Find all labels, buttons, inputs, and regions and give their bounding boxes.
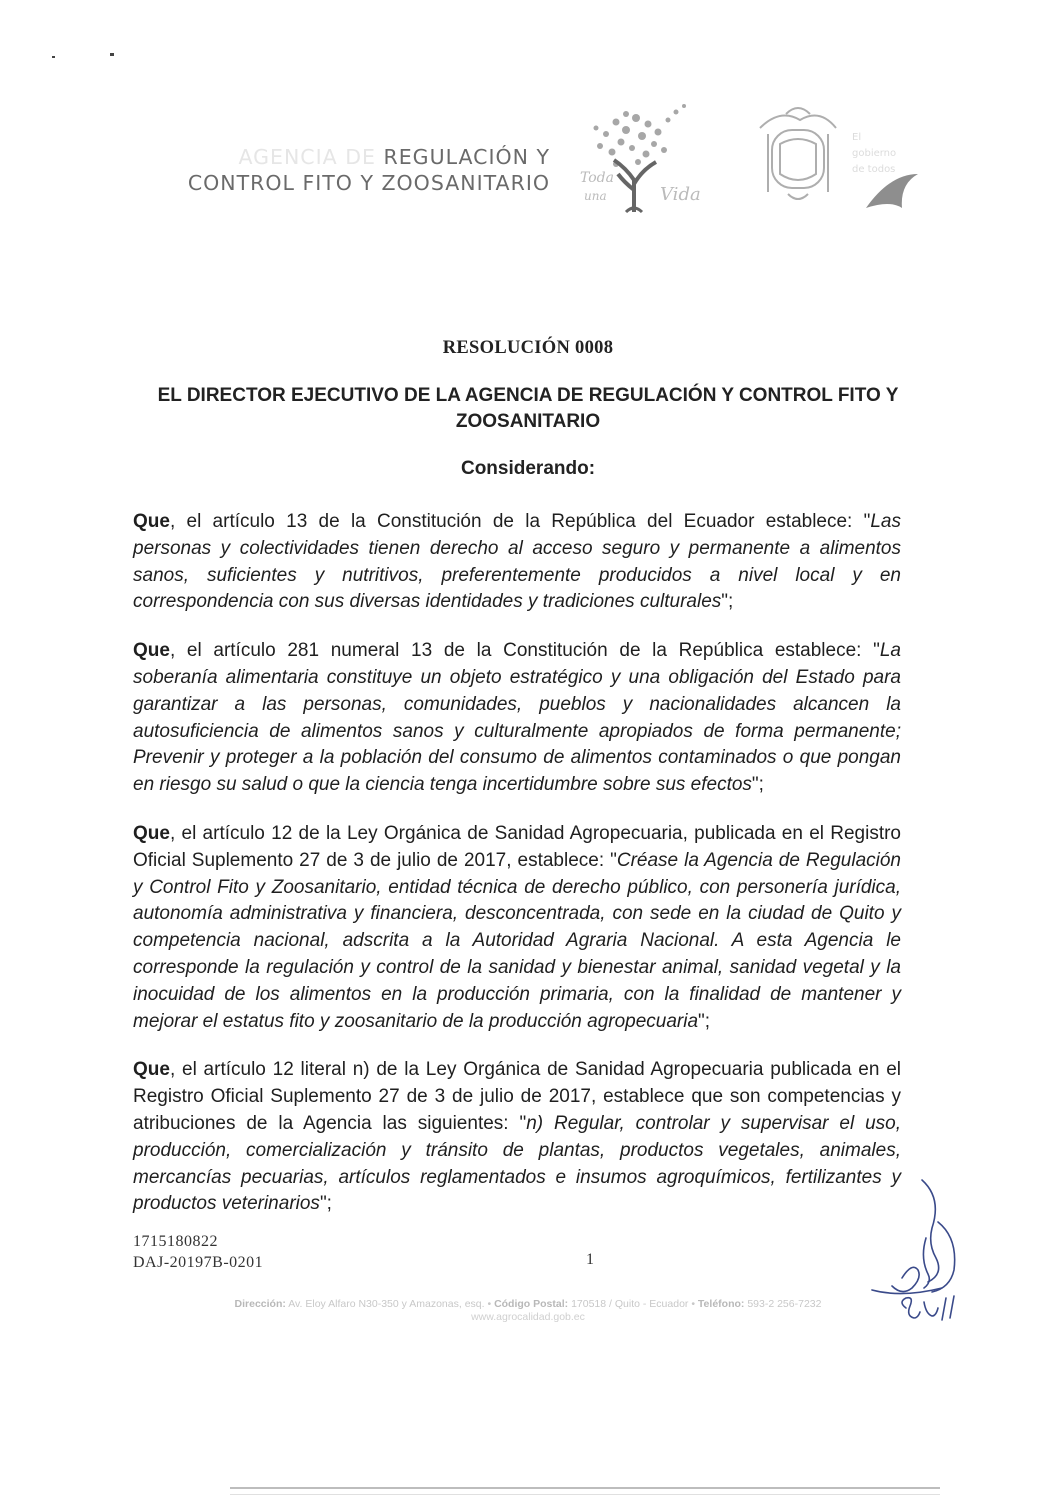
svg-text:una: una [584, 189, 607, 203]
svg-text:El: El [852, 132, 862, 143]
resolution-title: RESOLUCIÓN 0008 [442, 338, 614, 358]
document-body [133, 509, 901, 1240]
considering-paragraph: Que, el artículo 12 literal n) de la Ley Orgánica de Sanidad Agropecuaria publicada en el Registro Oficial Suplemento 27 de 3 de julio de 2017, establece que son competencias y atribuciones de la Agencia las siguientes: "n) Regular, controlar y supervisar el uso, producción, comercialización y tránsito de plantas, productos vegetales, animales, mercancías pecuarias, artículos reglamentados e insumos agroquímicos, fertilizantes y productos veterinarios"; [133, 1059, 901, 1215]
footer-address: Dirección: Av. Eloy Alfaro N30-350 y Amazonas, esq. • Código Postal: 170518 / Quito - Ecuador • Teléfono: 593-2 256-7232 [234, 1298, 822, 1310]
svg-text:Toda: Toda [580, 170, 614, 186]
toda-una-vida-tree-logo [576, 100, 708, 220]
agency-name-line1: REGULACIÓN Y [383, 145, 550, 169]
footer-website: www.agrocalidad.gob.ec [471, 1311, 585, 1323]
scan-mark [40, 50, 120, 62]
considering-paragraph: Que, el artículo 12 de la Ley Orgánica de Sanidad Agropecuaria, publicada en el Registro Oficial Suplemento 27 de 3 de julio de 2017, establece: "Créase la Agencia de Regulación y Control Fito y Zoosanitario, entidad técnica de derecho público, con personería jurídica, autonomía administrativa y financiera, desconcentrada, con sede en la ciudad de Quito y competencia nacional, adscrita a la Autoridad Agraria Nacional. A esta Agencia le corresponde la regulación y control de la sanidad y bienestar animal, sanidad vegetal y la inocuidad de los alimentos en la producción primaria, con la finalidad de mantener y mejorar el estatus fito y zoosanitario de la producción agropecuaria"; [133, 822, 901, 1032]
page-number: 1 [586, 1251, 594, 1268]
reference-code: 1715180822 [133, 1233, 218, 1250]
footer-rule [230, 1487, 940, 1489]
document-codes [133, 1231, 263, 1273]
document-heading: EL DIRECTOR EJECUTIVO DE LA AGENCIA DE REGULACIÓN Y CONTROL FITO Y ZOOSANITARIO [157, 385, 899, 432]
ecuador-coat-of-arms-icon [750, 104, 920, 224]
considering-heading: Considerando: [460, 458, 596, 479]
footer-rule [230, 1494, 940, 1495]
agency-name-line2: CONTROL FITO Y ZOOSANITARIO [187, 171, 550, 195]
svg-text:gobierno: gobierno [852, 148, 897, 159]
considering-paragraph: Que, el artículo 13 de la Constitución de la República del Ecuador establece: "Las personas y colectividades tienen derecho al acceso seguro y permanente a alimentos sanos, suficientes y nutritivos, preferentemente producidos a nivel local y en correspondencia con sus diversas identidades y tradiciones culturales"; [133, 511, 901, 613]
letterhead [150, 132, 910, 240]
svg-text:Vida: Vida [660, 184, 701, 205]
agency-name-faded: AGENCIA DE [238, 145, 376, 169]
document-code: DAJ-20197B-0201 [133, 1254, 264, 1271]
agency-name [150, 144, 550, 196]
svg-text:de todos: de todos [852, 164, 896, 175]
considering-paragraph: Que, el artículo 281 numeral 13 de la Constitución de la República establece: "La soberanía alimentaria constituye un objeto estratégico y una obligación del Estado para garantizar a las personas, comunidades, pueblos y nacionalidades alcancen la autosuficiencia de alimentos sanos y culturalmente apropiados de forma permanente; Prevenir y proteger a la población del consumo de alimentos contaminados o que pongan en riesgo su salud o que la ciencia tenga incertidumbre sobre sus efectos"; [133, 640, 901, 796]
